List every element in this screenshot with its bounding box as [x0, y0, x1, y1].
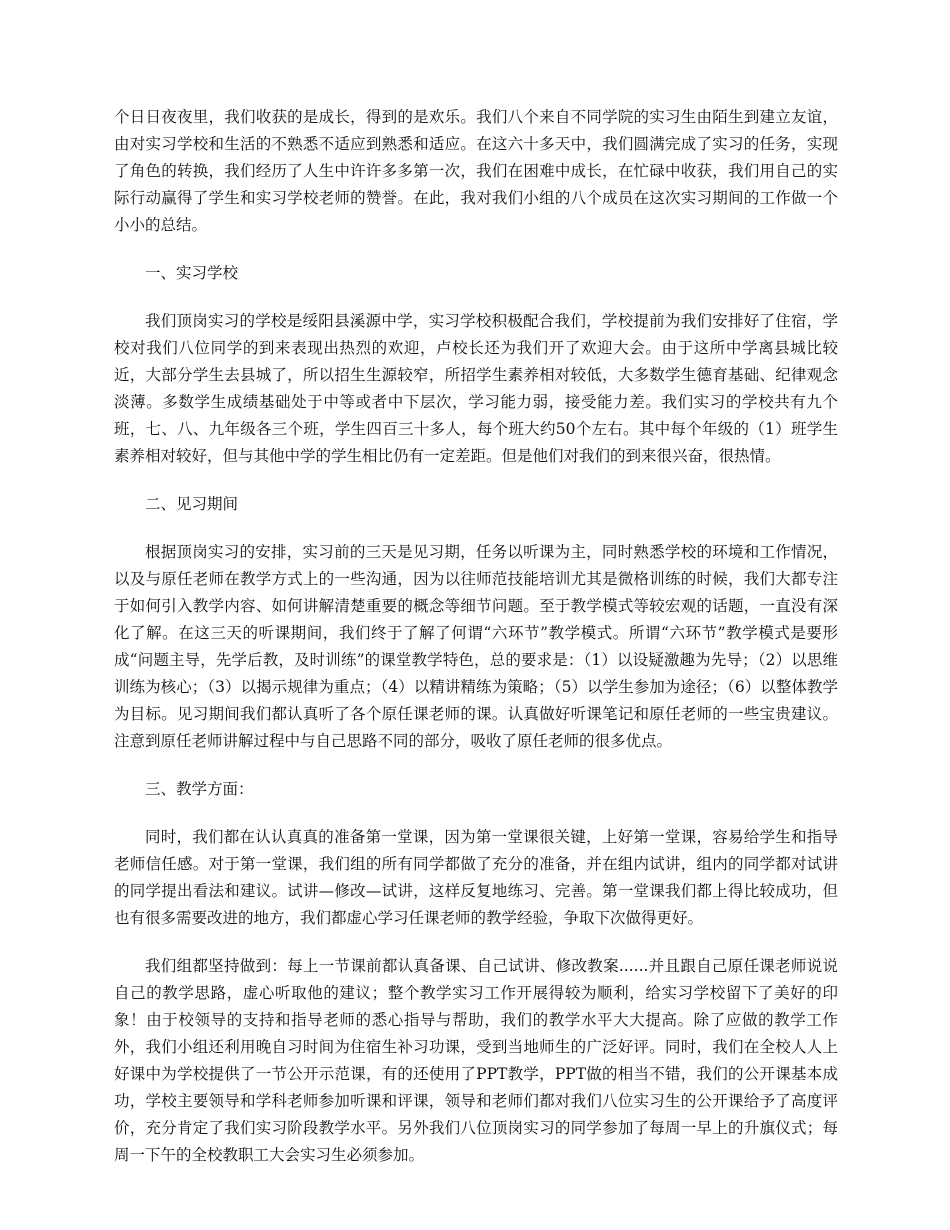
intro-paragraph: 个日日夜夜里，我们收获的是成长，得到的是欢乐。我们八个来自不同学院的实习生由陌生到建立友谊，由对实习学校和生活的不熟悉不适应到熟悉和适应。在这六十多天中，我们圆满完成了实习的任务，实现了角色的转换，我们经历了人生中许许多多第一次，我们在困难中成长，在忙碌中收获，我们用自己的实际行动赢得了学生和实习学校老师的赞誉。在此，我对我们小组的八个成员在这次实习期间的工作做一个小小的总结。 [114, 108, 838, 234]
section-heading-teaching: 三、教学方面： [145, 780, 254, 798]
teaching-paragraph-first-lesson: 同时，我们都在认认真真的准备第一堂课，因为第一堂课很关键，上好第一堂课，容易给学生和指导老师信任感。对于第一堂课，我们组的所有同学都做了充分的准备，并在组内试讲，组内的同学都对试讲的同学提出看法和建议。试讲—修改—试讲，这样反复地练习、完善。第一堂课我们都上得比较成功，但也有很多需要改进的地方，我们都虚心学习任课老师的教学经验，争取下次做得更好。 [114, 828, 838, 927]
observation-period-paragraph: 根据顶岗实习的安排，实习前的三天是见习期，任务以听课为主，同时熟悉学校的环境和工作情况，以及与原任老师在教学方式上的一些沟通，因为以往师范技能培训尤其是微格训练的时候，我们大都专注于如何引入教学内容、如何讲解清楚重要的概念等细节问题。至于教学模式等较宏观的话题，一直没有深化了解。在这三天的听课期间，我们终于了解了何谓“六环节”教学模式。所谓“六环节”教学模式是要形成“问题主导，先学后教，及时训练”的课堂教学特色，总的要求是：（1）以设疑激趣为先导；（2）以思维训练为核心；（3）以揭示规律为重点；（4）以精讲精练为策略；（5）以学生参加为途径；（6）以整体教学为目标。见习期间我们都认真听了各个原任课老师的课。认真做好听课笔记和原任老师的一些宝贵建议。注意到原任老师讲解过程中与自己思路不同的部分，吸收了原任老师的很多优点。 [114, 543, 838, 750]
document-page [114, 104, 838, 1190]
teaching-paragraph-achievements: 我们组都坚持做到：每上一节课前都认真备课、自己试讲、修改教案......并且跟自己原任课老师说说自己的教学思路，虚心听取他的建议；整个教学实习工作开展得较为顺利，给实习学校留下了美好的印象！由于校领导的支持和指导老师的悉心指导与帮助，我们的教学水平大大提高。除了应做的教学工作外，我们小组还利用晚自习时间为住宿生补习功课，受到当地师生的广泛好评。同时，我们在全校人人上好课中为学校提供了一节公开示范课，有的还使用了PPT教学，PPT做的相当不错，我们的公开课基本成功，学校主要领导和学科老师参加听课和评课，领导和老师们都对我们八位实习生的公开课给予了高度评价，充分肯定了我们实习阶段教学水平。另外我们八位顶岗实习的同学参加了每周一早上的升旗仪式；每周一下午的全校教职工大会实习生必须参加。 [114, 957, 838, 1164]
section-heading-observation-period: 二、见习期间 [145, 495, 239, 513]
section-heading-internship-school: 一、实习学校 [145, 264, 239, 282]
internship-school-paragraph: 我们顶岗实习的学校是绥阳县溪源中学，实习学校积极配合我们，学校提前为我们安排好了住宿，学校对我们八位同学的到来表现出热烈的欢迎，卢校长还为我们开了欢迎大会。由于这所中学离县城比较近，大部分学生去县城了，所以招生生源较窄，所招学生素养相对较低，大多数学生德育基础、纪律观念淡薄。多数学生成绩基础处于中等或者中下层次，学习能力弱，接受能力差。我们实习的学校共有九个班，七、八、九年级各三个班，学生四百三十多人，每个班大约50个左右。其中每个年级的（1）班学生素养相对较好，但与其他中学的学生相比仍有一定差距。但是他们对我们的到来很兴奋，很热情。 [114, 312, 838, 465]
